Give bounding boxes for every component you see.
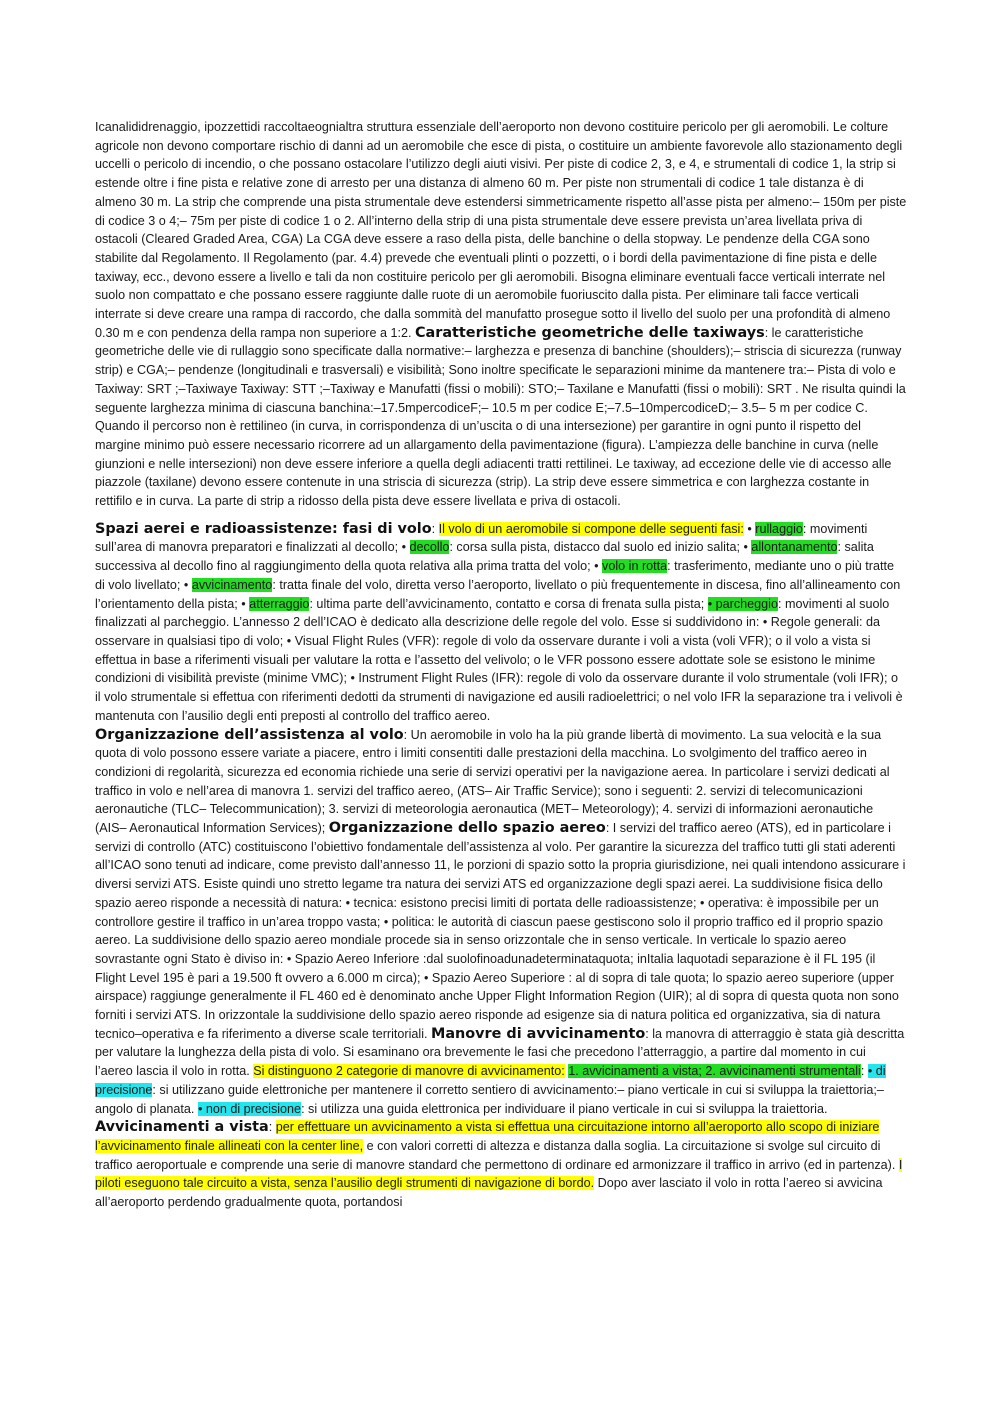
paragraph-gap — [95, 511, 907, 520]
highlight-green: decollo — [409, 540, 450, 555]
text: : le caratteristiche geometriche delle vie di rullaggio sono specificate dalla normative:– larghezza e presenza di banchine (shoulders);– striscia di sicurezza (runway strip) e CGA;– pendenze (longitudinali e trasversali) e visibilità; Sono inoltre specificate le separazioni minime da mantenere tra:– Pista di volo e Taxiway: SRT ;–Taxiwaye Taxiway: STT ;–Taxiway e Manufatti (fissi o mobili): STO;– Taxilane e Manufatti (fissi o mobili): SRT . Ne risulta quindi la seguente larghezza minima di ciascuna banchina:–17.5mpercodiceF;– 10.5 m per codice E;–7.5–10mpercodiceD;– 3.5– 5 m per codice C. Quando il percorso non è rettilineo (in curva, in corrispondenza di un’uscita o di una intersezione) per garantire in ogni punto il rispetto del margine minimo può essere necessario ricorrere ad un allargamento della pavimentazione (figura). L’ampiezza delle banchine in curva (nelle giunzioni e nelle intersezioni) non deve essere inferiore a quella degli adiacenti tratti rettilinei. Le taxiway, ad eccezione delle vie di accesso alle piazzole (taxilane) devono essere contenute in una striscia di sicurezza (strip). La strip deve essere simmetrica e con larghezza costante in rettifilo e in curva. La parte di strip a ridosso della pista deve essere livellata e priva di ostacoli. — [95, 325, 906, 509]
text: : movimenti sull’area di manovra preparatori e finalizzati al decollo; • — [95, 521, 868, 555]
text: : I servizi del traffico aereo (ATS), ed in particolare i servizi di controllo (ATC) costituiscono l’obiettivo fondamentale dell’assistenza al volo. Per garantire la sicurezza del traffico tutti gli stati aderenti all’ICAO sono tenuti ad indicare, come previsto dall’annesso 11, le porzioni di spazio sotto la propria giurisdizione, nei quali intendono assicurare i diversi servizi ATS. Esiste quindi uno stretto legame tra natura dei servizi ATS ed organizzazione degli spazi aerei. La suddivisione fisica dello spazio aereo risponde a necessità di natura: • tecnica: esistono precisi limiti di portata delle radioassistenze; • operativa: è impossibile per un controllore gestire il traffico in un’area troppo vasta; • politica: le autorità di ciascun paese gestiscono solo il proprio traffico ed il proprio spazio aereo. La suddivisione dello spazio aereo mondiale procede sia in senso orizzontale che in senso verticale. In verticale lo spazio aereo sovrastante ogni Stato è diviso in: • Spazio Aereo Inferiore :dal suolofinoadunadeterminataquota; inItalia laquotadi separazione è il FL 195 (il Flight Level 195 è pari a 19.500 ft ovvero a 6.000 m circa); • Spazio Aereo Superiore : al di sopra di tale quota; lo spazio aereo superiore (upper airspace) raggiunge generalmente il FL 460 ed è denominato anche Upper Flight Information Region (UIR); al di sopra di questa quota non sono forniti i servizi ATS. In orizzontale la suddivisione dello spazio aereo risponde ad esigenze sia di natura politica ed organizzativa, sia di natura tecnico–operativa e fa riferimento a diverse scale territoriali. — [95, 821, 906, 1041]
text: : — [268, 1120, 276, 1135]
highlight-cyan: • di precisione — [95, 1064, 886, 1097]
section-heading-spazio-aereo: Organizzazione dello spazio aereo — [328, 820, 606, 837]
text: : corsa sulla pista, distacco dal suolo ed inizio salita; • — [449, 540, 752, 555]
highlight-green: avvicinamento — [191, 577, 273, 592]
highlight-yellow: per effettuare un avvicinamento a vista si effettua una circuitazione intorno all’aeroporto allo scopo di iniziare l’avvicinamento finale allineati con la center line, — [95, 1120, 880, 1153]
section-heading-taxiways: Caratteristiche geometriche delle taxiways — [414, 324, 765, 341]
text: Dopo aver lasciato il volo in rotta l’aereo si avvicina all’aeroporto perdendo gradualmente quota, portandosi — [95, 1176, 883, 1210]
text: : — [431, 521, 439, 536]
highlight-yellow: I piloti eseguono tale circuito a vista, senza l’ausilio degli strumenti di navigazione di bordo. — [95, 1157, 903, 1191]
document-page — [95, 118, 907, 1212]
section-heading-assistenza-al-volo: Organizzazione dell’assistenza al volo — [95, 726, 404, 743]
section-heading-avvicinamenti-a-vista: Avvicinamenti a vista — [95, 1119, 269, 1136]
text: Icanalididrenaggio, ipozzettidi raccoltaeognialtra struttura essenziale dell’aeroporto non devono costituire pericolo per gli aeromobili. Le colture agricole non devono comportare rischio di danni ad un aeromobile che esce di pista, o costituire un ambiente favorevole allo stazionamento degli uccelli o pericolo di incendio, o che possano ostacolare l’utilizzo degli aiuti visivi. Per piste di codice 2, 3, e 4, e strumentali di codice 1, la strip si estende oltre i fine pista e relative zone di arresto per una distanza di almeno 60 m. Per piste non strumentali di codice 1 tale distanza è di almeno 30 m. La strip che comprende una pista strumentale deve estendersi simmetricamente rispetto all’asse pista per almeno:– 150m per piste di codice 3 o 4;– 75m per piste di codice 1 o 2. All’interno della strip di una pista strumentale deve essere prevista un’area livellata priva di ostacoli (Cleared Graded Area, CGA) La CGA deve essere a raso della pista, delle banchine o della stopway. Le pendenze della CGA sono stabilite dal Regolamento. Il Regolamento (par. 4.4) prevede che eventuali plinti o pozzetti, o i bordi della pavimentazione di fine pista e delle taxiway, ecc., devono essere a livello e tali da non costituire pericolo per gli aeromobili. Bisogna eliminare eventuali facce verticali interrate nel suolo non compattato e che possano essere raggiunte dalle ruote di un aeromobile fuoriuscito dalla pista. Per eliminare tali facce verticali interrate si deve creare una rampa di raccordo, che dalla sommità del manufatto prosegue sotto il livello del suolo per una profondità di almeno 0.30 m e con pendenza della rampa non superiore a 1:2. — [95, 120, 907, 340]
text: : salita successiva al decollo fino al raggiungimento della quota relativa alla prima tratta del volo; • — [95, 540, 874, 574]
highlight-green: rullaggio — [755, 521, 803, 536]
section-heading-fasi-di-volo: Spazi aerei e radioassistenze: fasi di volo — [95, 520, 432, 537]
text: : movimenti al suolo finalizzati al parcheggio. L’annesso 2 dell’ICAO è dedicato alla descrizione delle regole del volo. Esse si suddividono in: • Regole generali: da osservare in qualsiasi tipo di volo; • Visual Flight Rules (VFR): regole di volo da osservare durante i voli a vista (voli VFR); o il volo a vista si effettua in base a riferimenti visuali per valutare la rotta e l’assetto del velivolo; o le VFR possono essere adottate sole se esistono le minime condizioni di visibilità previste (minime VMC); • Instrument Flight Rules (IFR): regole di volo da osservare durante il volo strumentale (voli IFR); o il volo strumentale si effettua con riferimenti dedotti da strumenti di navigazione ed ausili radioelettrici; o nel volo IFR la separazione tra i velivoli è mantenuta con l’ausilio degli enti preposti al controllo del traffico aereo. — [95, 596, 903, 723]
highlight-green: allontanamento — [751, 540, 838, 555]
text: : ultima parte dell’avvicinamento, contatto e corsa di frenata sulla pista; — [309, 596, 708, 611]
highlight-yellow: Il volo di un aeromobile si compone delle seguenti fasi: — [438, 521, 744, 536]
section-heading-manovre-avvicinamento: Manovre di avvicinamento — [431, 1025, 646, 1042]
highlight-cyan: • non di precisione — [197, 1101, 302, 1116]
text: : trasferimento, mediante uno o più tratte di volo livellato; • — [95, 559, 894, 592]
text: : — [860, 1064, 868, 1079]
text: : la manovra di atterraggio è stata già descritta per valutare la lunghezza della pista di volo. Si esaminano ora brevemente le fasi che precedono l’atterraggio, a partire dal momento in cui l’aereo lascia il volo in rotta. — [95, 1026, 905, 1079]
paragraph-taxiways — [95, 118, 907, 511]
text: : Un aeromobile in volo ha la più grande libertà di movimento. La sua velocità e la sua quota di volo possono essere variate a piacere, entro i limiti consentiti dalle prestazioni della macchina. Lo svolgimento del traffico aereo in condizioni di regolarità, sicurezza ed economia richiede una serie di servizi operativi per la navigazione aerea. In particolare i servizi dedicati al traffico in volo e nell’area di manovra 1. servizi del traffico aereo, (ATS– Air Traffic Service); sono i seguenti: 2. servizi di telecomunicazioni aeronautiche (TLC– Telecommunication); 3. servizi di meteorologia aeronautica (MET– Meteorology); 4. servizi di informazioni aeronautiche (AIS– Aeronautical Information Services); — [95, 727, 890, 836]
highlight-green: atterraggio — [249, 596, 310, 611]
highlight-yellow: Si distinguono 2 categorie di manovre di avvicinamento: — [253, 1064, 565, 1079]
text: : tratta finale del volo, diretta verso l’aeroporto, livellato o più frequentemente in discesa, fino all’allineamento con l’orientamento della pista; • — [95, 577, 901, 611]
text: : si utilizzano guide elettroniche per mantenere il corretto sentiero di avvicinamento:– piano verticale in cui si sviluppa la traiettoria;– angolo di planata. — [95, 1082, 884, 1116]
highlight-green: volo in rotta — [602, 559, 668, 574]
highlight-green: • parcheggio — [707, 596, 778, 611]
highlight-green: 1. avvicinamenti a vista; 2. avvicinamenti strumentali — [568, 1064, 861, 1079]
text: • — [743, 521, 756, 536]
text: e con valori corretti di altezza e distanza dalla soglia. La circuitazione si svolge sul circuito di traffico aeroportuale e comprende una serie di manovre standard che permettono di ordinare ed armonizzare il traffico in arrivo (ed in partenza). — [95, 1138, 899, 1172]
paragraph-spazi-aerei — [95, 520, 907, 1212]
text: : si utilizza una guida elettronica per individuare il piano verticale in cui si sviluppa la traiettoria. — [301, 1101, 828, 1116]
